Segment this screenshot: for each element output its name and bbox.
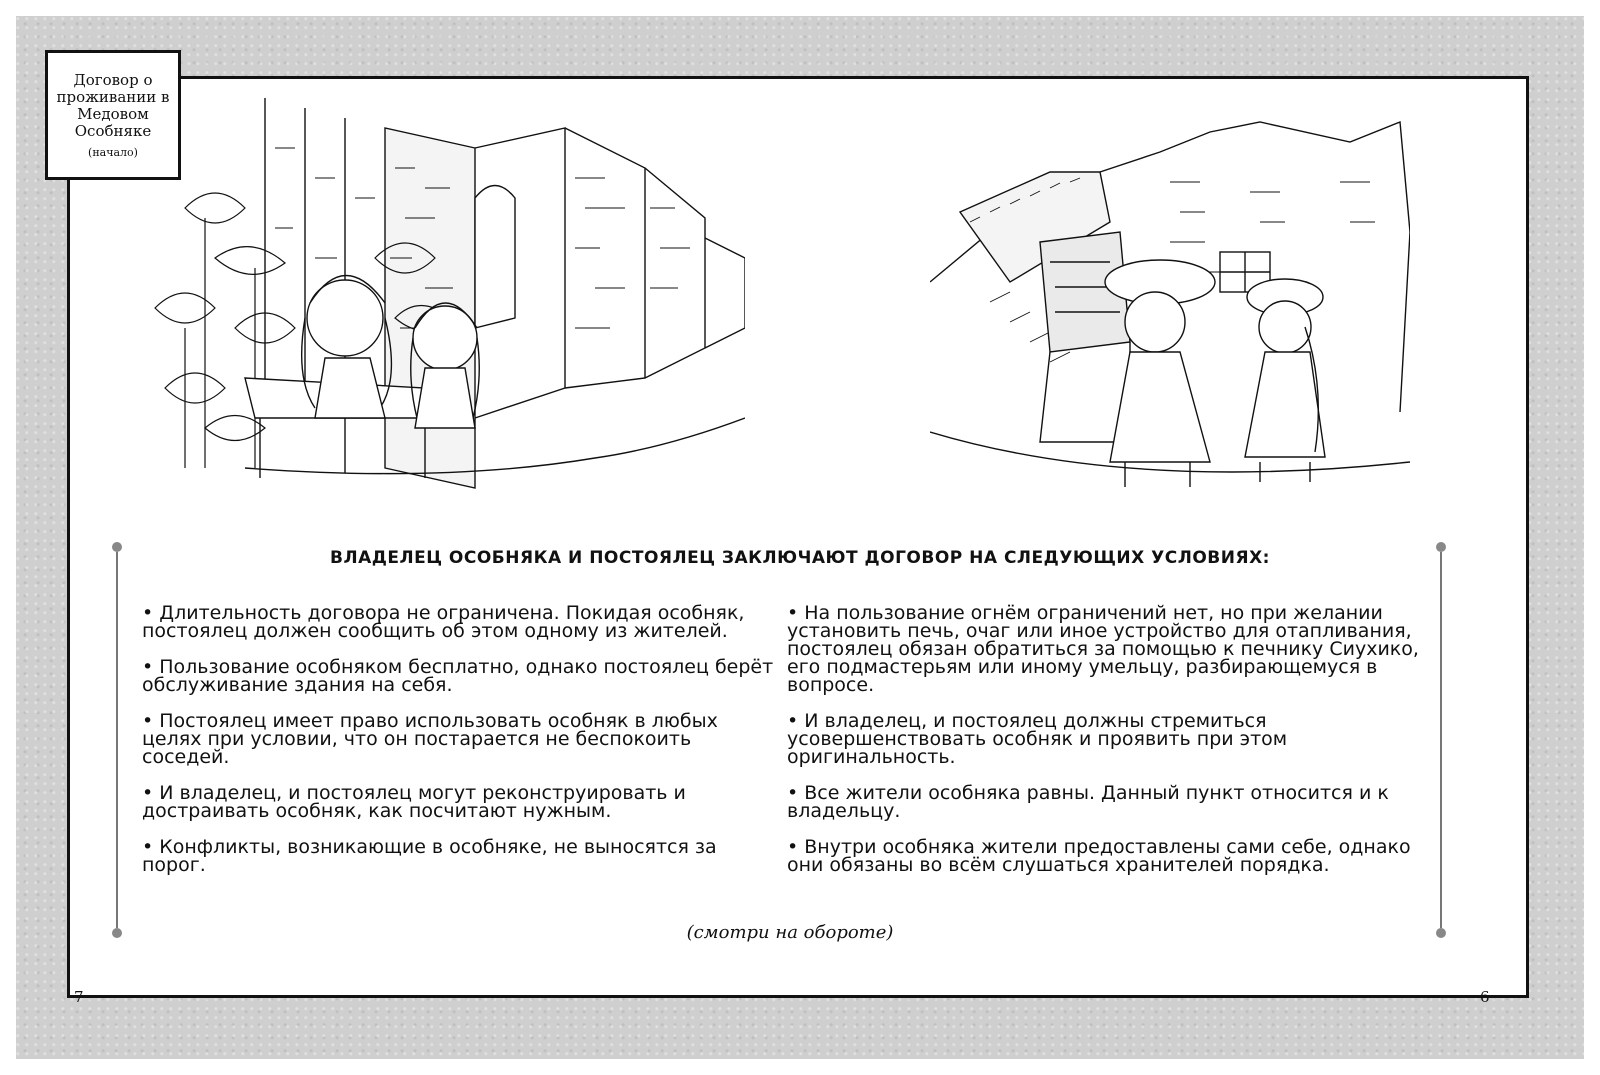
left-bracket-decoration <box>110 540 124 940</box>
term-item: • Конфликты, возникающие в особняке, не выносятся за порог. <box>142 838 782 874</box>
term-item: • И владелец, и постоялец могут реконструировать и достраивать особняк, как посчитают нужным. <box>142 784 782 820</box>
right-terms-column <box>787 604 1427 892</box>
left-illustration <box>145 88 745 493</box>
page-number-left: 7 <box>74 988 84 1006</box>
continued-note: (смотри на обороте) <box>686 922 894 943</box>
term-item: • Внутри особняка жители предоставлены сами себе, однако они обязаны во всём слушаться хранителей порядка. <box>787 838 1427 874</box>
term-item: • Пользование особняком бесплатно, однако постоялец берёт обслуживание здания на себя. <box>142 658 782 694</box>
title-box <box>45 50 181 180</box>
term-item: • И владелец, и постоялец должны стремиться усовершенствовать особняк и проявить при этом оригинальность. <box>787 712 1427 766</box>
term-item: • Постоялец имеет право использовать особняк в любых целях при условии, что он постарается не беспокоить соседей. <box>142 712 782 766</box>
page-number-right: 6 <box>1480 988 1490 1006</box>
term-item: • Все жители особняка равны. Данный пункт относится и к владельцу. <box>787 784 1427 820</box>
left-terms-column <box>142 604 782 892</box>
right-bracket-decoration <box>1434 540 1448 940</box>
right-illustration <box>930 112 1410 502</box>
title-text: Договор о проживании в Медовом Особняке <box>56 70 170 140</box>
title-subtitle: (начало) <box>88 145 138 159</box>
contract-heading: ВЛАДЕЛЕЦ ОСОБНЯКА И ПОСТОЯЛЕЦ ЗАКЛЮЧАЮТ ДОГОВОР НА СЛЕДУЮЩИХ УСЛОВИЯХ: <box>330 548 1270 568</box>
term-item: • Длительность договора не ограничена. Покидая особняк, постоялец должен сообщить об этом одному из жителей. <box>142 604 782 640</box>
term-item: • На пользование огнём ограничений нет, но при желании установить печь, очаг или иное устройство для отапливания, постоялец обязан обратиться за помощью к печнику Сиухико, его подмастерьям или иному умельцу, разбирающемуся в вопросе. <box>787 604 1427 694</box>
